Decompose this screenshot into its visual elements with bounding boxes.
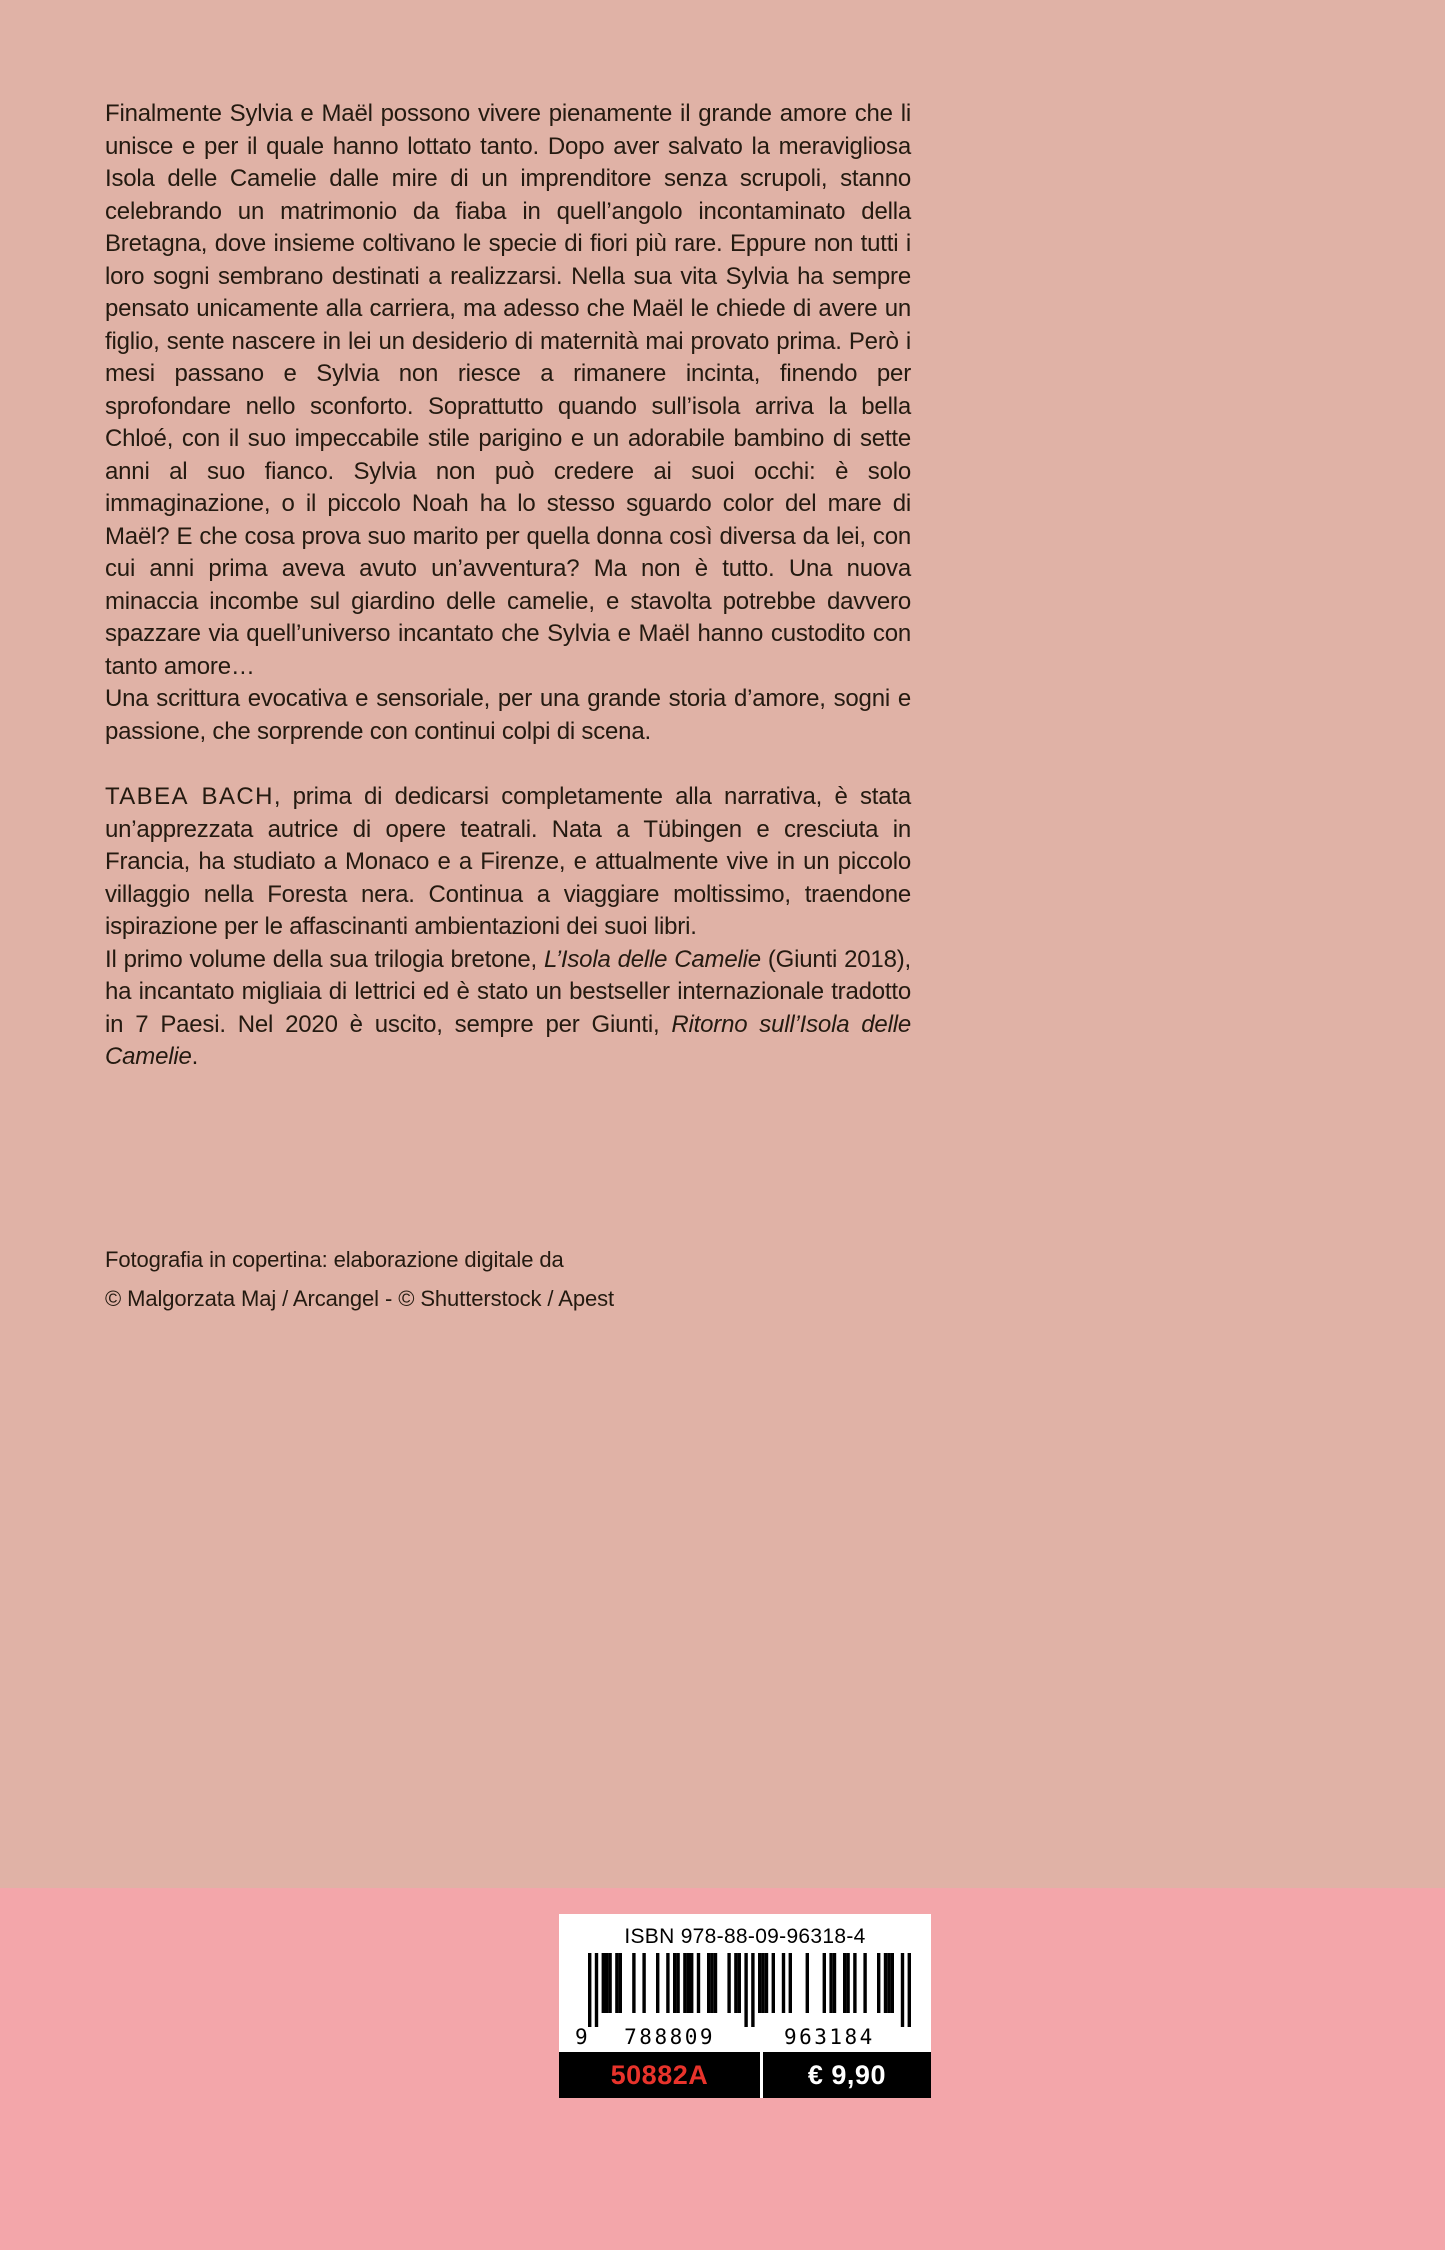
bio-paragraph-1-text: , prima di dedicarsi completamente alla narrativa, è stata un’apprezzata autrice di opere teatrali. Nata a Tübingen e cresciuta in Francia, ha studiato a Monaco e a Firenze, e attualmente vive in un piccolo villaggio nella Foresta nera. Continua a viaggiare moltissimo, traendone ispirazione per le affascinanti ambientazioni dei suoi libri.	[105, 783, 911, 940]
synopsis-tagline: Una scrittura evocativa e sensoriale, per una grande storia d’amore, sogni e passione, che sorprende con continui colpi di scena.	[105, 685, 911, 745]
edition-code: 50882A	[559, 2052, 760, 2098]
bottom-color-band	[0, 1888, 1445, 2250]
isbn-label: ISBN 978-88-09-96318-4	[624, 1925, 866, 1948]
bio-paragraph-1	[105, 781, 911, 944]
isbn-barcode-box	[559, 1914, 931, 2098]
svg-text:9: 9	[575, 2025, 588, 2048]
synopsis-section	[105, 98, 911, 748]
price-label: € 9,90	[763, 2052, 931, 2098]
bio-paragraph-2-text-c: .	[191, 1043, 199, 1070]
author-name: TABEA BACH	[105, 783, 274, 810]
price-bar	[559, 2052, 931, 2098]
book-title-isola-delle-camelie: L’Isola delle Camelie	[543, 945, 761, 973]
book-title-ritorno-isola-camelie: Ritorno sull’Isola delle Camelie	[105, 1010, 911, 1070]
bio-paragraph-2-text-a: Il primo volume della sua trilogia bretone,	[105, 945, 544, 973]
credit-line-2: © Malgorzata Maj / Arcangel - © Shutterstock / Apest	[105, 1286, 614, 1311]
bio-paragraph-2	[105, 944, 911, 1074]
svg-text:788809: 788809	[624, 2025, 716, 2048]
author-bio-section	[105, 781, 911, 1074]
main-text-column	[105, 98, 911, 1074]
svg-text:963184: 963184	[783, 2025, 875, 2048]
credit-line-1: Fotografia in copertina: elaborazione digitale da	[105, 1247, 564, 1272]
ean13-barcode	[571, 1953, 919, 2048]
photo-credits-section	[105, 1240, 911, 1318]
synopsis-paragraph: Finalmente Sylvia e Maël possono vivere pienamente il grande amore che li unisce e per il quale hanno lottato tanto. Dopo aver salvato la meravigliosa Isola delle Camelie dalle mire di un imprenditore senza scrupoli, stanno celebrando un matrimonio da fiaba in quell’angolo incontaminato della Bretagna, dove insieme coltivano le specie di fiori più rare. Eppure non tutti i loro sogni sembrano destinati a realizzarsi. Nella sua vita Sylvia ha sempre pensato unicamente alla carriera, ma adesso che Maël le chiede di avere un figlio, sente nascere in lei un desiderio di maternità mai provato prima. Però i mesi passano e Sylvia non riesce a rimanere incinta, finendo per sprofondare nello sconforto. Soprattutto quando sull’isola arriva la bella Chloé, con il suo impeccabile stile parigino e un adorabile bambino di sette anni al suo fianco. Sylvia non può credere ai suoi occhi: è solo immaginazione, o il piccolo Noah ha lo stesso sguardo color del mare di Maël? E che cosa prova suo marito per quella donna così diversa da lei, con cui anni prima aveva avuto un’avventura? Ma non è tutto. Una nuova minaccia incombe sul giardino delle camelie, e stavolta potrebbe davvero spazzare via quell’universo incantato che Sylvia e Maël hanno custodito con tanto amore…	[105, 100, 911, 680]
bio-paragraph-2-text-b: (Giunti 2018), ha incantato migliaia di lettrici ed è stato un bestseller internazionale tradotto in 7 Paesi. Nel 2020 è uscito, sempre per Giunti,	[105, 945, 911, 1038]
